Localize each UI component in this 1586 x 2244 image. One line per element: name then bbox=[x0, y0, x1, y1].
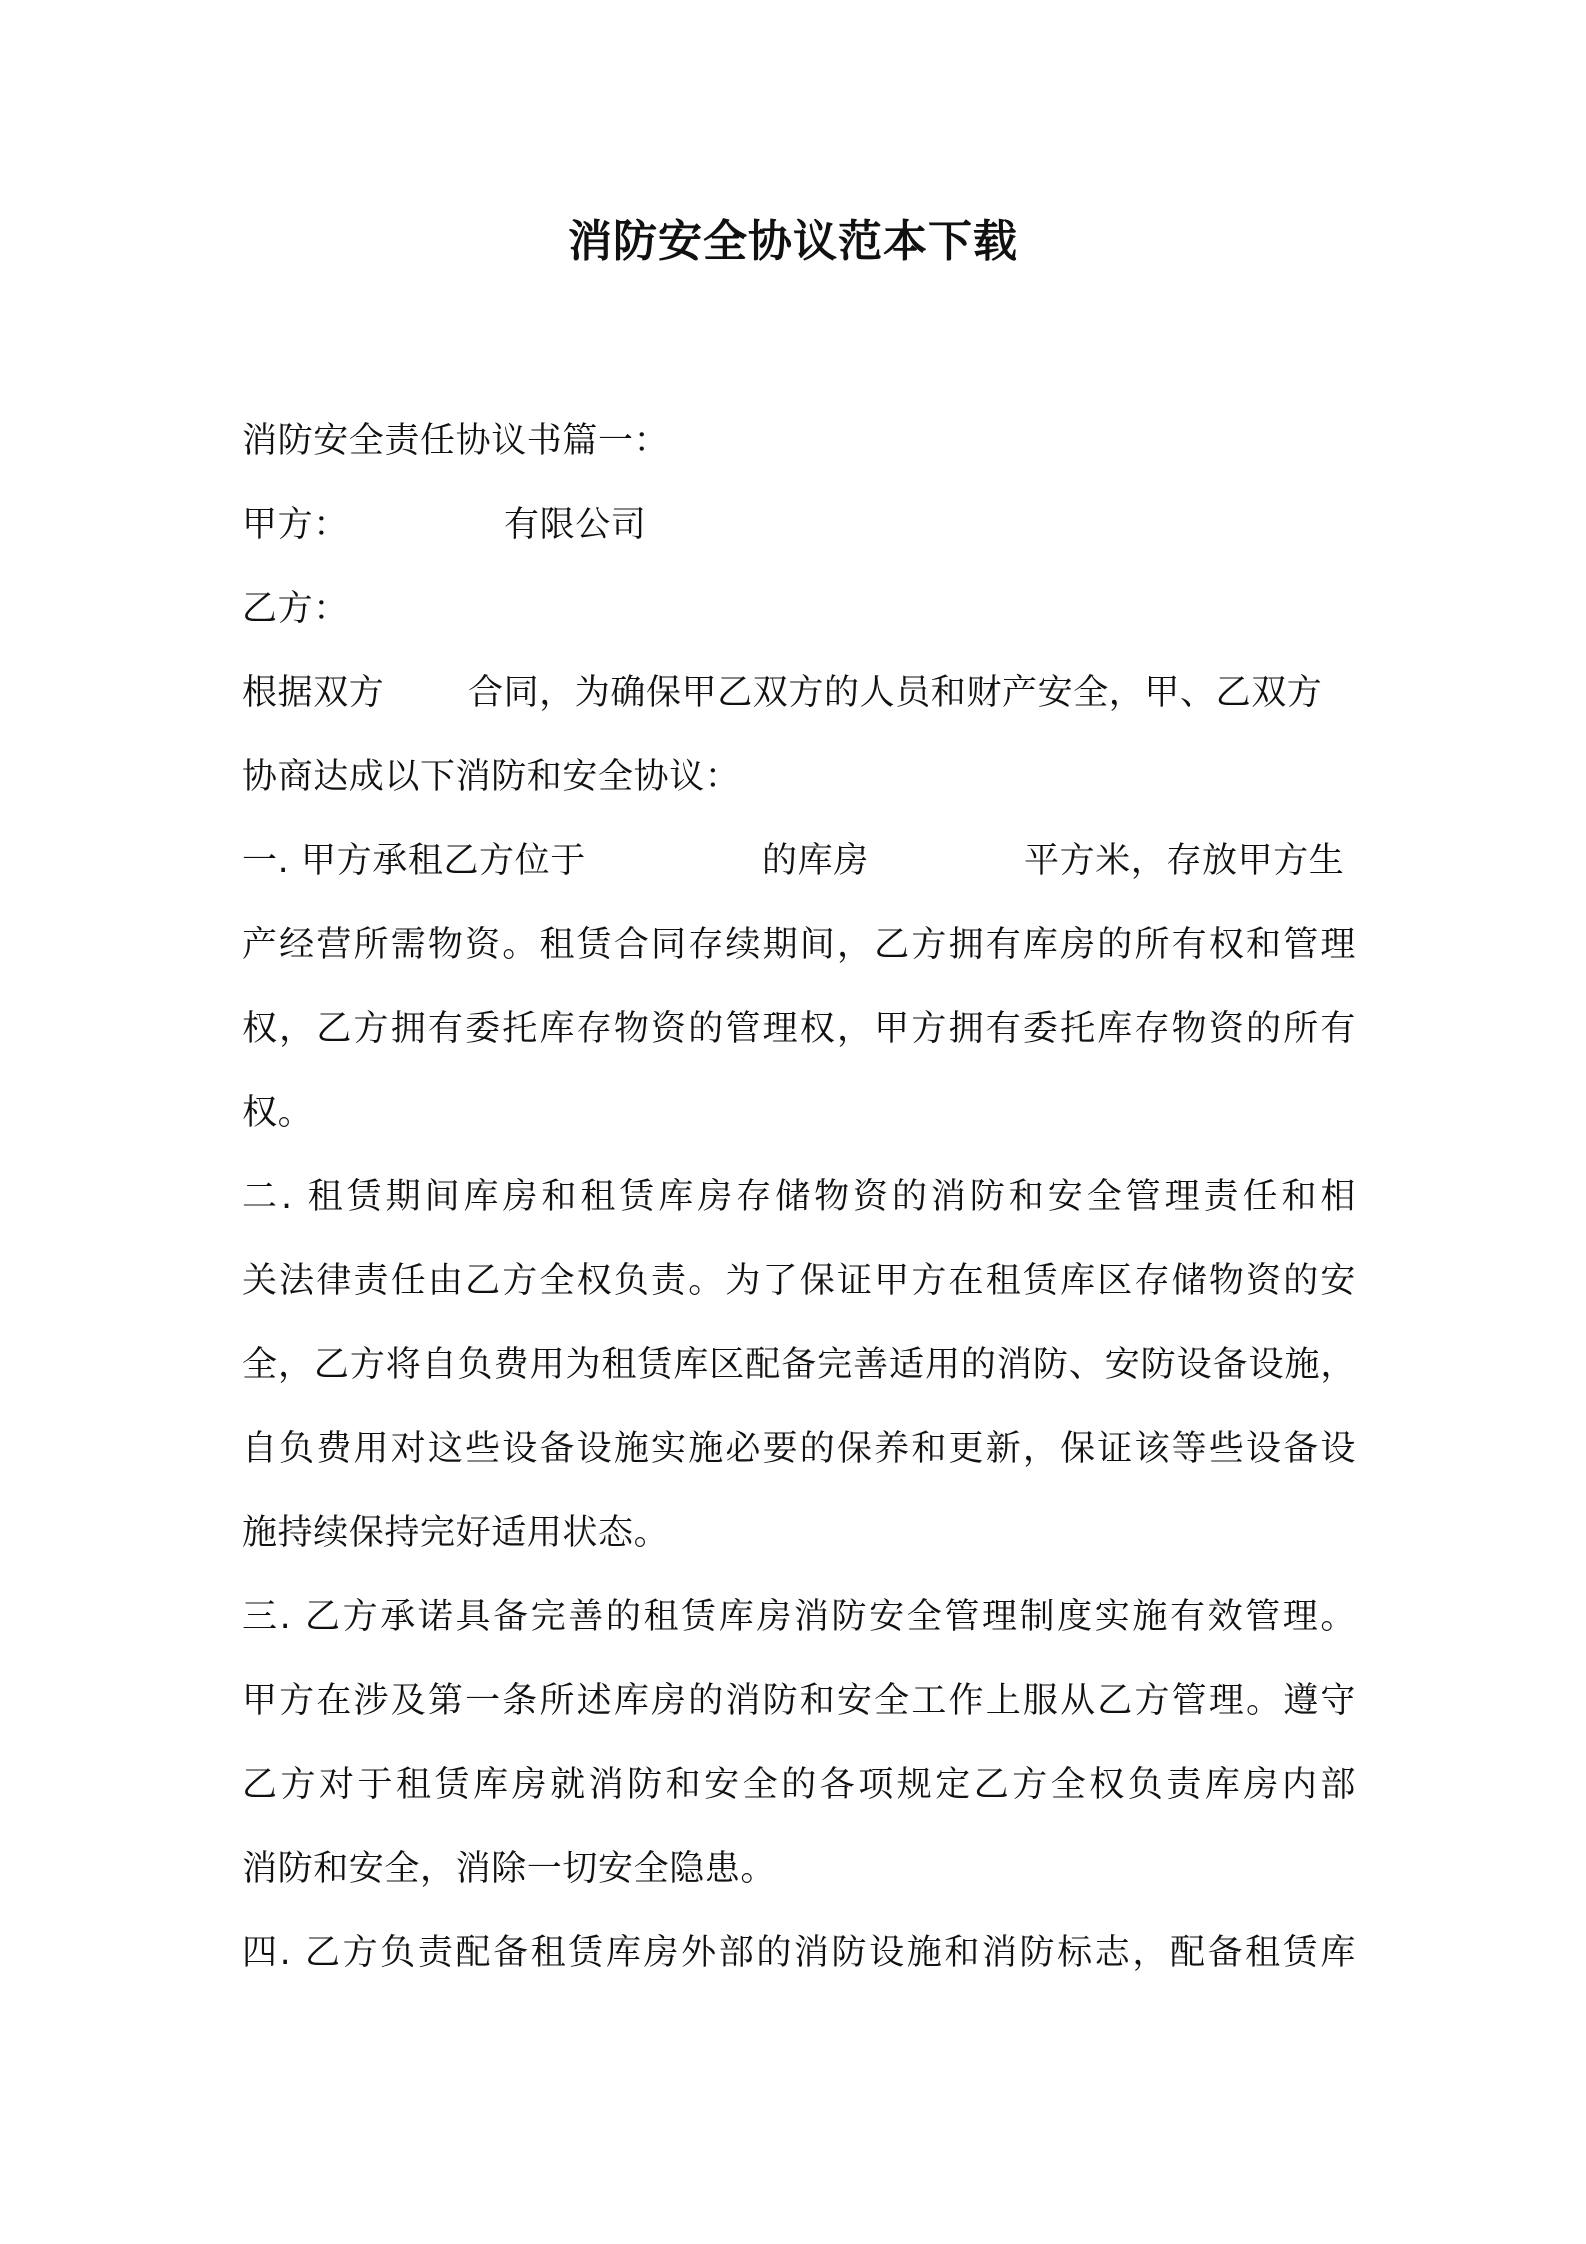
clause-3-line-1: 三. 乙方承诺具备完善的租赁库房消防安全管理制度实施有效管理。 bbox=[242, 1597, 1356, 1637]
clause-1-line-1 bbox=[242, 836, 1356, 886]
section-heading: 消防安全责任协议书篇一： bbox=[242, 421, 670, 461]
clause-2-line-4: 自负费用对这些设备设施实施必要的保养和更新，保证该等些设备设 bbox=[242, 1429, 1356, 1469]
clause-1-line-3: 权，乙方拥有委托库存物资的管理权，甲方拥有委托库存物资的所有 bbox=[242, 1009, 1356, 1049]
party-b-label: 乙方： bbox=[242, 589, 349, 629]
party-a-label: 甲方： bbox=[242, 505, 349, 545]
document-title: 消防安全协议范本下载 bbox=[568, 216, 1018, 267]
clause-3-line-2: 甲方在涉及第一条所述库房的消防和安全工作上服从乙方管理。遵守 bbox=[242, 1681, 1356, 1721]
clause-2-line-5: 施持续保持完好适用状态。 bbox=[242, 1513, 670, 1553]
party-a-company-suffix: 有限公司 bbox=[504, 505, 647, 545]
intro-line-1-start: 根据双方 bbox=[242, 673, 385, 713]
intro-line-2: 协商达成以下消防和安全协议： bbox=[242, 757, 741, 797]
clause-1-line-1-middle: 的库房 bbox=[762, 841, 869, 881]
clause-3-line-3: 乙方对于租赁库房就消防和安全的各项规定乙方全权负责库房内部 bbox=[242, 1765, 1356, 1805]
clause-1-line-4: 权。 bbox=[242, 1093, 314, 1133]
clause-1-line-2: 产经营所需物资。租赁合同存续期间，乙方拥有库房的所有权和管理 bbox=[242, 925, 1356, 965]
intro-line-1 bbox=[242, 668, 1356, 718]
intro-line-1-rest: 合同，为确保甲乙双方的人员和财产安全，甲、乙双方 bbox=[468, 673, 1323, 713]
party-a-line bbox=[242, 500, 1356, 550]
clause-4-line-1: 四. 乙方负责配备租赁库房外部的消防设施和消防标志，配备租赁库 bbox=[242, 1933, 1356, 1973]
clause-2-line-2: 关法律责任由乙方全权负责。为了保证甲方在租赁库区存储物资的安 bbox=[242, 1261, 1356, 1301]
clause-3-line-4: 消防和安全，消除一切安全隐患。 bbox=[242, 1849, 777, 1889]
clause-1-line-1-end: 平方米，存放甲方生 bbox=[1024, 841, 1345, 881]
clause-2-line-3: 全，乙方将自负费用为租赁库区配备完善适用的消防、安防设备设施， bbox=[242, 1345, 1356, 1385]
clause-2-line-1: 二. 租赁期间库房和租赁库房存储物资的消防和安全管理责任和相 bbox=[242, 1177, 1356, 1217]
clause-1-line-1-start: 一. 甲方承租乙方位于 bbox=[242, 841, 586, 881]
